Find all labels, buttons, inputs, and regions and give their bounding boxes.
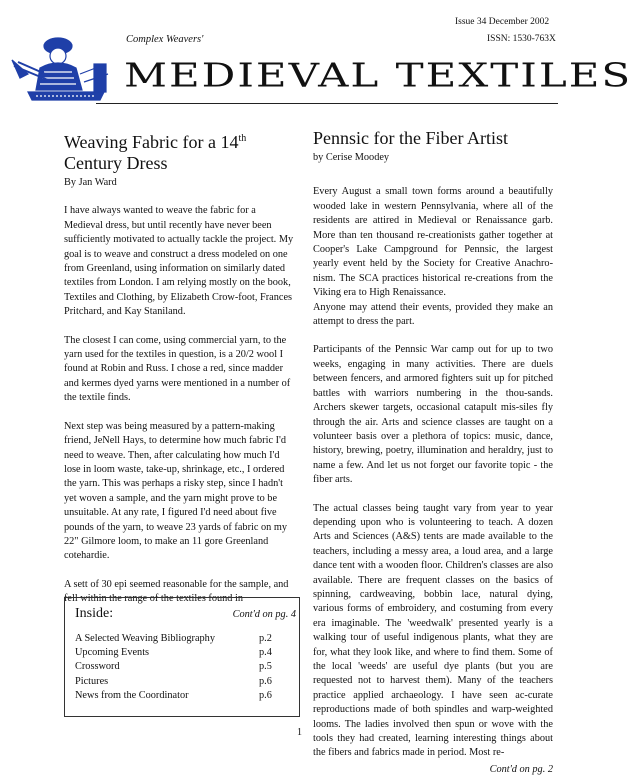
left-article-title: Weaving Fabric for a 14th Century Dress: [64, 132, 247, 173]
right-article-byline: by Cerise Moodey: [313, 152, 390, 163]
issue-date: Issue 34 December 2002: [455, 17, 550, 27]
left-paragraph: The closest I can come, using commercial yarn, to the yarn used for the textiles in question, is a 20/2 wool I found at Robin and Russ. I chose a red, since madder and kermes dyed yarns were mentioned in a number of the textile finds.: [64, 334, 291, 404]
publisher-name: Complex Weavers': [126, 34, 204, 45]
right-continued-link[interactable]: Cont'd on pg. 2: [489, 763, 553, 775]
right-paragraph: Participants of the Pennsic War camp out for up to two weeks, engaging in many activities. There are duels between fencers, and armored fighters suit up for pitched battles with warriors numbering in the thou-sands. Archers skewer targets, occasional catapult mis-siles fly through the air. Arts and science classes are taught on a volunteer basis over a plethora of topics: music, dance, history, brewing, poetry, illumination and heraldry, just to name a few. And let us not forget our favorite topic - the fiber arts.: [313, 344, 553, 486]
left-paragraph: Next step was being measured by a pattern-making friend, JeNell Hays, to determine how much fabric I'd need to weave. Then, after calculating how much I'd lose in loom waste, take-up, shrinkage, etc., I ordered the yarn. This was perhaps a risky step, since I hadn't yet woven a sample, and the yarn might prove to be unsuitable. At any rate, I figured I'd need about five pounds of the yarn, to weave 23 yards of fabric on my 22" Gilmore loom, to make an 11 gore Greenland cotehardie.: [64, 420, 288, 562]
toc-item[interactable]: Crossword p.5: [75, 661, 272, 673]
left-article: [64, 128, 296, 622]
inside-title: Inside:: [75, 606, 114, 621]
inside-toc: [75, 632, 285, 703]
toc-item[interactable]: News from the Coordinator p.6: [75, 689, 272, 701]
right-article: [313, 128, 553, 777]
right-paragraph: Every August a small town forms around a beautifully wooded lake in western Pennsylvania, where all of the residents are attired in Medieval or Renaissance garb. More than ten thousand re-creationists gather together at Cooper's Lake Campground for Pennsic, the largest yearly event held by the Society for Creative Anachro-nism. The SCA practices historical re-creations from the Viking era to High Renaissance.: [313, 186, 553, 299]
left-continued-link[interactable]: Cont'd on pg. 4: [232, 608, 296, 620]
right-paragraph: Anyone may attend their events, provided they make an attempt to dress the part.: [313, 301, 553, 328]
inside-box: [64, 597, 300, 717]
left-paragraph: A sett of 30 epi seemed reasonable for the sample, and fell within the range of the textiles found in: [64, 578, 289, 605]
toc-item[interactable]: Upcoming Events p.4: [75, 647, 272, 659]
toc-item[interactable]: A Selected Weaving Bibliography p.2: [75, 633, 272, 644]
right-article-title: Pennsic for the Fiber Artist: [313, 128, 508, 148]
left-paragraph: I have always wanted to weave the fabric for a Medieval dress, but until recently have never been sufficiently motivated to actually tackle the project. My goal is to weave and construct a dress modeled on one from Greenland, using information on similarly dated textiles from London. I am relying mostly on the book, Textiles and Clothing, by Elizabeth Crow-foot, Frances Pritchard, and Kay Staniland.: [64, 205, 294, 318]
toc-item[interactable]: Pictures p.6: [75, 675, 272, 687]
right-paragraph: The actual classes being taught vary from year to year depending upon who is volunteering to teach. A dozen Arts and Sciences (A&S) tents are made available to the teachers, including a messy area, a loud area, and a large dance tent with a wooden floor. Children's classes are also available. There are frequent classes on the basics of spinning, cardweaving, bobbin lace, natural dying, various forms of embroidery, and costuming from every era imaginable. The 'weedwalk' presented yearly is a walking tour of useful indigenous plants, what they are for, what they look like, and where to find them. Some of the local 'weeds' are useful dye plants (but you are requested not to harvest them). Many of the teachers practice applied archaeology. I have seen ac-curate reproductions made of both spindles and warp-weighted looms. The ladies involved then spun or wove with the tools they had created, learning interesting things about the fibers and fabrics made in period. Most re-: [313, 502, 553, 759]
page-number: 1: [297, 727, 302, 738]
issn: ISSN: 1530-763X: [487, 34, 556, 44]
masthead-rule: [96, 103, 558, 104]
masthead-title: MEDIEVAL TEXTILES: [124, 56, 632, 95]
left-article-byline: By Jan Ward: [64, 177, 117, 188]
weaver-woodcut-icon: [8, 34, 112, 108]
